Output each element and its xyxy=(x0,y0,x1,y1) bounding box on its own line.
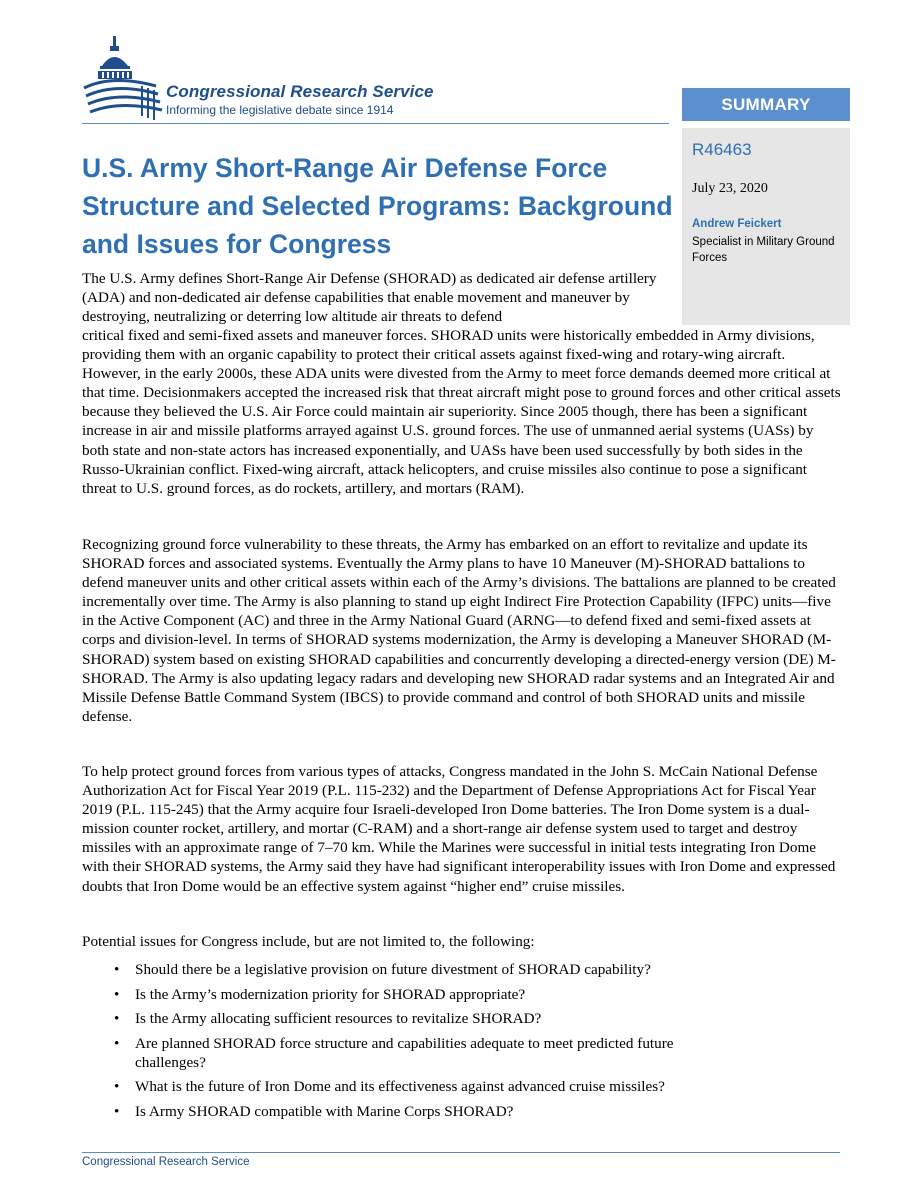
capitol-dome-icon xyxy=(82,36,164,122)
bullet-icon: • xyxy=(114,985,120,1003)
list-item: • Is the Army’s modernization priority for SHORAD appropriate? xyxy=(114,985,526,1003)
crs-logo xyxy=(82,36,472,122)
list-item: • Is the Army allocating sufficient resources to revitalize SHORAD? xyxy=(114,1010,542,1028)
report-number: R46463 xyxy=(692,140,752,159)
bullet-icon: • xyxy=(114,1078,120,1096)
summary-label: SUMMARY xyxy=(682,88,850,121)
issues-list xyxy=(82,960,842,1127)
paragraph-1-start: The U.S. Army defines Short-Range Air Defense (SHORAD) as dedicated air defense artillery (ADA) and non-dedicated air defense capabilities that enable movement and maneuver by destroying, neutralizing or deterring low altitude air threats to defend xyxy=(82,270,657,326)
bullet-icon: • xyxy=(114,1103,120,1121)
paragraph-3: To help protect ground forces from various types of attacks, Congress mandated in the John S. McCain National Defense Authorization Act for Fiscal Year 2019 (P.L. 115-232) and the Department of Defense Appropriations Act for Fiscal Year 2019 (P.L. 115-245) that the Army acquire four Israeli-developed Iron Dome batteries. The Iron Dome system is a dual-mission counter rocket, artillery, and mortar (C-RAM) and a short-range air defense system used to target and destroy missiles with an approximate range of 7–70 km. While the Marines were successful in initial tests integrating Iron Dome with their SHORAD systems, the Army said they have had significant interoperability issues with Iron Dome and expressed doubts that Iron Dome would be an effective system against “higher end” cruise missiles. xyxy=(82,763,836,895)
summary-sidebar xyxy=(682,88,850,121)
page-title: U.S. Army Short-Range Air Defense Force Structure and Selected Programs: Background and Issues for Congress xyxy=(82,153,673,259)
report-info-box xyxy=(682,128,850,325)
list-item: • Is Army SHORAD compatible with Marine Corps SHORAD? xyxy=(114,1103,514,1121)
org-name: Congressional Research Service xyxy=(166,82,434,101)
footer-divider xyxy=(82,1152,840,1153)
bullet-icon: • xyxy=(114,1034,120,1052)
report-date: July 23, 2020 xyxy=(692,181,768,196)
list-item: • What is the future of Iron Dome and its effectiveness against advanced cruise missiles? xyxy=(114,1078,665,1096)
org-tagline: Informing the legislative debate since 1914 xyxy=(166,103,394,117)
author-title: Specialist in Military Ground Forces xyxy=(692,236,835,264)
list-item: • Are planned SHORAD force structure and capabilities adequate to meet predicted future challenges? xyxy=(114,1034,674,1071)
paragraph-2: Recognizing ground force vulnerability to these threats, the Army has embarked on an effort to revitalize and update its SHORAD forces and associated systems. Eventually the Army plans to have 10 Maneuver (M)-SHORAD battalions to defend maneuver units and other critical assets within each of the Army’s divisions. The battalions are planned to be created incrementally over time. The Army is also planning to stand up eight Indirect Fire Protection Capability (IFPC) units—five in the Active Component (AC) and three in the Army National Guard (ARNG—to defend fixed and semi-fixed assets at corps and division-level. In terms of SHORAD systems modernization, the Army is developing a Maneuver SHORAD (M-SHORAD) system based on existing SHORAD capabilities and concurrently developing a directed-energy version (DE) M-SHORAD. The Army is also updating legacy radars and developing new SHORAD radar systems and an Integrated Air and Missile Defense Battle Command System (IBCS) to provide command and control of both SHORAD units and missile defense. xyxy=(82,536,836,725)
bullet-icon: • xyxy=(114,961,120,978)
author-name: Andrew Feickert xyxy=(692,218,782,230)
paragraph-4: Potential issues for Congress include, but are not limited to, the following: xyxy=(82,933,535,950)
header-divider xyxy=(82,123,669,124)
paragraph-1-rest: critical fixed and semi-fixed assets and maneuver forces. SHORAD units were historically embedded in Army divisions, providing them with an organic capability to protect their critical assets against fixed-wing and rotary-wing aircraft. However, in the early 2000s, these ADA units were divested from the Army to meet force demands deemed more critical at that time. Decisionmakers accepted the increased risk that threat aircraft might pose to ground forces and other critical assets because they believed the U.S. Air Force could maintain air superiority. Since 2005 though, there has been a significant increase in air and missile platforms arrayed against U.S. ground forces. The use of unmanned aerial systems (UASs) by both state and non-state actors has increased exponentially, and UASs have been used successfully by both sides in the Russo-Ukrainian conflict. Fixed-wing aircraft, attack helicopters, and cruise missiles also continue to pose a significant threat to U.S. ground forces, as do rockets, artillery, and mortars (RAM). xyxy=(82,327,841,497)
bullet-icon: • xyxy=(114,1010,120,1028)
footer-text: Congressional Research Service xyxy=(82,1156,250,1168)
list-item: • Should there be a legislative provision on future divestment of SHORAD capability? xyxy=(114,961,651,978)
